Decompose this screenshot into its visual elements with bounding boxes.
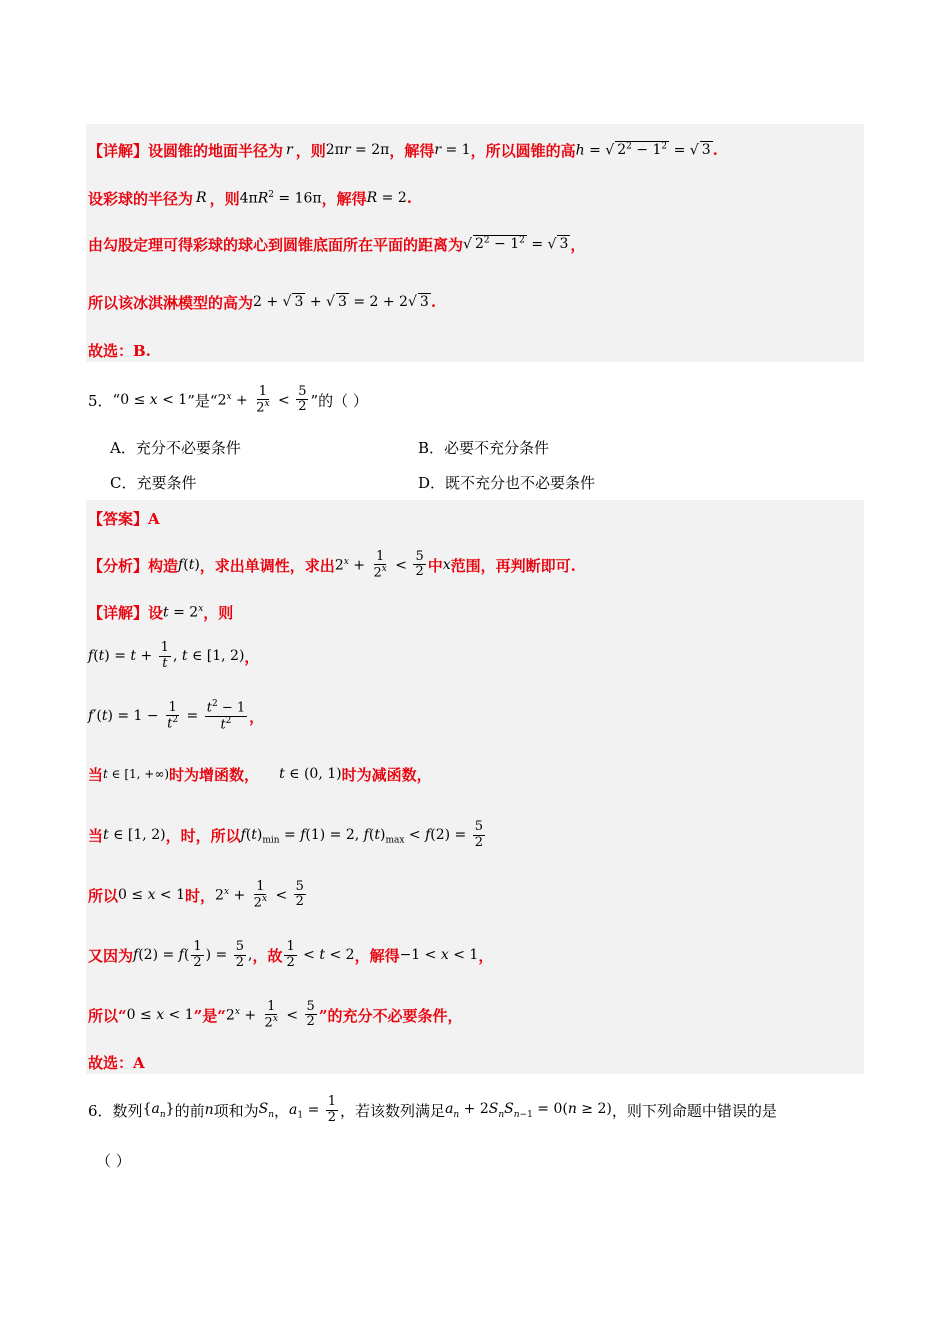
detail-line-b6: 所以 0 ≤ x < 1 时， $2^x$ + $\frac{1}{2^x}$ < $\frac{5}{2}$ [88,874,308,916]
math-f-deriv: f′(t) = 1 − $\frac{1}{t^2}$ = $\frac{t^2 - 1}{t^2}$ [88,698,246,732]
math-minmax: $f(t)_{min} = f(1) = 2$, $f(t)_{max} < f(2)$ = $\frac{5}{2}$ [240,819,483,850]
detail-line-3: 由勾股定理可得彩球的球心到圆锥底面所在平面的距离为 √ $2^2 - 1^2$ = √ 3 ， [88,235,586,254]
math-0-le-x-lt-1-b: 0 ≤ x < 1 [118,887,186,903]
question-5: 5． “ 0 ≤ x < 1 ”是“ $2^x$ + $\frac{1}{2^x}$ < $\frac{5}{2}$ ”的（ ） [88,383,368,416]
detail-line-2: 设彩球的半径为 R ，则 $4\pi R^2 = 16\pi$ ，解得 R = 2 . [88,189,412,208]
math-r-eq-1: r = 1 [434,142,471,158]
option-d[interactable]: D．既不充分也不必要条件 [418,474,596,492]
detail-line-b7: 又因为 f(2) = f( $\frac{1}{2}$ ) = $\frac{5}{2}$ , ，故 $\frac{1}{2}$ < t < 2 ，解得 −1 < x < 1 ， [88,939,494,970]
math-inequality-4: $2^x$ + $\frac{1}{2^x}$ < $\frac{5}{2}$ [225,998,315,1031]
math-interval-dec: t ∈ (0, 1) [279,766,342,782]
math-interval-inc: t ∈ [1, +∞) [103,767,170,781]
detail-line-b4: 当 t ∈ [1, +∞) 时为增函数， t ∈ (0, 1) 时为减函数， [88,765,432,784]
math-height: h = √ $2^2 - 1^2$ = √ 3 [575,141,711,159]
math-x-range: −1 < x < 1 [399,947,479,963]
math-an: $\{a_n\}$ [142,1100,175,1120]
detail-line-b5: 当 t ∈ [1, 2) ，时，所以 $f(t)_{min} = f(1) = 2$, $f(t)_{max} < f(2)$ = $\frac{5}{2}$ [88,814,487,856]
detail-label: 【详解】 [88,141,149,160]
question-6: 6． 数列 $\{a_n\}$ 的前 n 项和为 $S_n$ ， $a_1$ = $\frac{1}{2}$ ，若该数列满足 $a_n + 2S_nS_{n-1} = 0(n \ge 2)$ ，则下列命题中错误的是 [88,1094,777,1125]
math-r: r [286,142,293,158]
option-c[interactable]: C．充要条件 [110,474,197,492]
math-a1: $a_1$ = $\frac{1}{2}$ [289,1094,337,1125]
math-sphere: $4\pi R^2 = 16\pi$ [239,189,322,207]
math-x: x [442,557,451,573]
answer-line: 【答案】A [88,509,160,528]
analysis-line: 【分析】 构造 f(t) ，求出单调性，求出 $2^x$ + $\frac{1}{2^x}$ < $\frac{5}{2}$ 中 x 范围，再判断即可. [88,548,576,581]
math-R-eq-2: R = 2 [366,190,407,206]
detail-line-4: 所以该冰淇淋模型的高为 2 + √ 3 + √ 3 = 2 + 2√ 3 . [88,293,437,312]
detail-line-b1: 【详解】 设 $t = 2^x$ ，则 [88,603,234,622]
math-f-def: f(t) = t + $\frac{1}{t}$ , t ∈ [1, 2) [88,640,245,671]
math-t-range: $\frac{1}{2}$ < t < 2 [286,939,355,970]
math-Sn: $S_n$ [258,1100,275,1120]
option-a[interactable]: A．充分不必要条件 [110,439,241,457]
math-interval-12: t ∈ [1, 2) [103,827,166,843]
math-inequality-2: $2^x$ + $\frac{1}{2^x}$ < $\frac{5}{2}$ [334,548,424,581]
math-inequality-3: $2^x$ + $\frac{1}{2^x}$ < $\frac{5}{2}$ [215,878,304,911]
detail-line-b3: f′(t) = 1 − $\frac{1}{t^2}$ = $\frac{t^2 - 1}{t^2}$ ， [88,698,265,732]
conclusion-2: 故选：A [88,1053,145,1072]
conclusion-1: 故选：B. [88,341,151,360]
math-f-t: f(t) [178,557,200,573]
math-inequality: $2^x$ + $\frac{1}{2^x}$ < $\frac{5}{2}$ [217,383,307,416]
math-total-height: 2 + √ 3 + √ 3 = 2 + 2√ 3 [253,294,429,310]
math-0-le-x-lt-1: 0 ≤ x < 1 [120,392,188,408]
math-n: n [204,1102,214,1118]
math-0-le-x-lt-1-c: 0 ≤ x < 1 [126,1007,194,1023]
math-2pir: 2πr = 2π [325,142,390,158]
math-recurrence: $a_n + 2S_nS_{n-1} = 0(n \ge 2)$ [445,1100,612,1120]
detail-line-b8: 所以“ 0 ≤ x < 1 ”是“ $2^x$ + $\frac{1}{2^x}$ < $\frac{5}{2}$ ”的充分不必要条件， [88,998,463,1031]
detail-line-b2: f(t) = t + $\frac{1}{t}$ , t ∈ [1, 2) ， [88,640,260,671]
question-6-paren: （ ） [96,1151,131,1170]
detail-line-1: 【详解】 设圆锥的地面半径为 r ，则 2πr = 2π ，解得 r = 1 ，所以圆锥的高 h = √ $2^2 - 1^2$ = √ 3 . [88,141,718,160]
math-f2-eq: f(2) = f( $\frac{1}{2}$ ) = $\frac{5}{2}$ , [133,939,253,970]
math-t-eq: $t = 2^x$ [163,603,204,621]
option-b[interactable]: B．必要不充分条件 [418,439,550,457]
math-distance: √ $2^2 - 1^2$ = √ 3 [463,235,569,253]
math-R: R [196,190,207,206]
